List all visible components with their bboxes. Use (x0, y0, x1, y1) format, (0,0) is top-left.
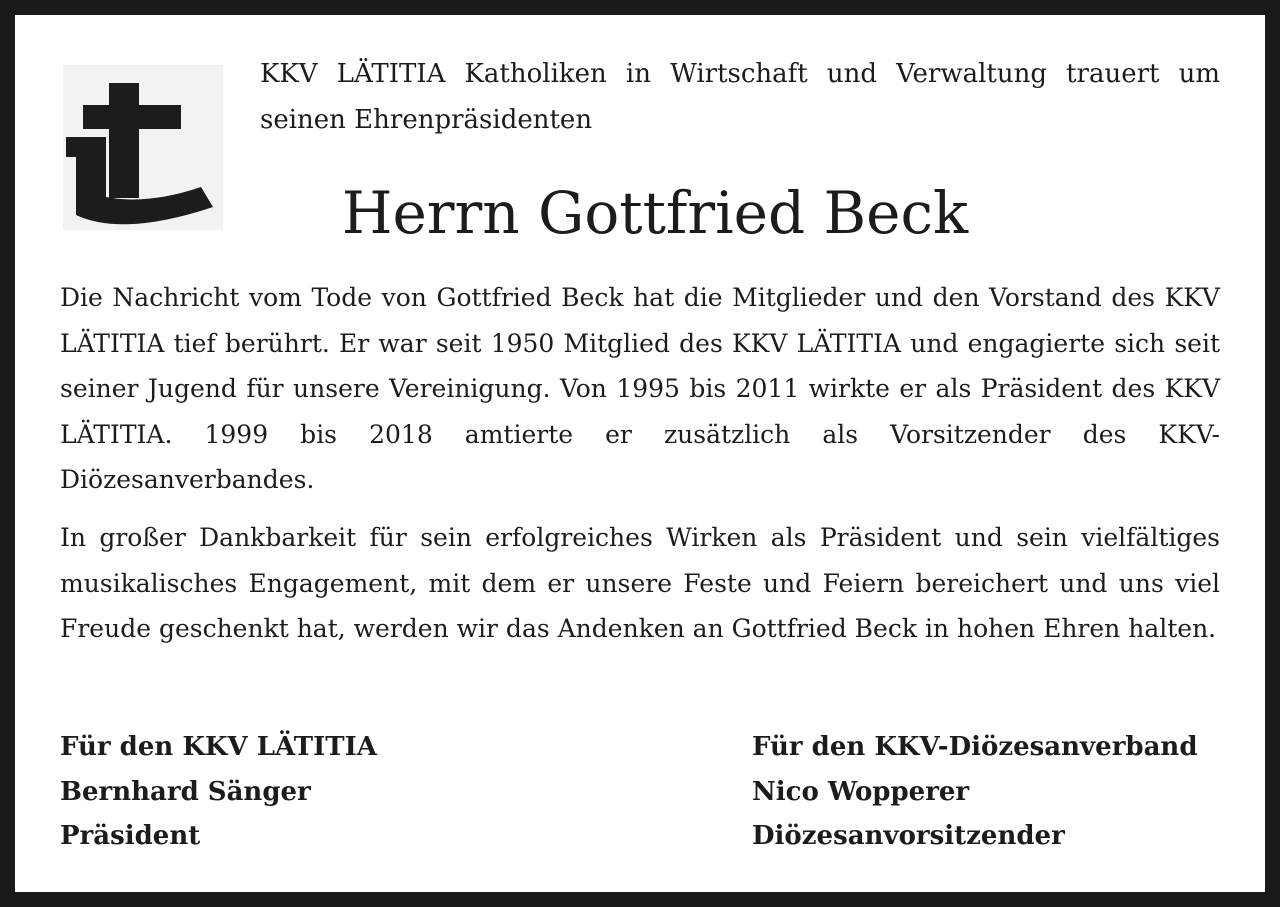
paragraph-gratitude: In großer Dankbarkeit für sein erfolgreiches Wirken als Präsident und sein vielfältiges musikalisches Engagement, mit dem er unsere Feste und Feiern bereichert und uns viel Freude geschenkt hat, werden wir das Andenken an Gottfried Beck in hohen Ehren halten. (60, 523, 1220, 643)
deceased-name (15, 175, 1265, 251)
deceased-name-text: Herrn Gottfried Beck (341, 179, 969, 247)
signature-org: Für den KKV-Diözesanverband (752, 732, 1198, 762)
signature-org: Für den KKV LÄTITIA (60, 732, 377, 762)
signature-role: Diözesanvorsitzender (752, 821, 1065, 851)
signature-person: Bernhard Sänger (60, 776, 311, 807)
paragraph-tribute: Die Nachricht vom Tode von Gottfried Beck hat die Mitglieder und den Vorstand des KKV LÄTITIA tief berührt. Er war seit 1950 Mitglied des KKV LÄTITIA und engagierte sich seit seiner Jugend für unsere Vereinigung. Von 1995 bis 2011 wirkte er als Präsident des KKV LÄTITIA. 1999 bis 2018 amtierte er zusätzlich als Vorsitzender des KKV-Diözesanverbandes. (60, 283, 1220, 494)
intro-text: KKV LÄTITIA Katholiken in Wirtschaft und Verwaltung trauert um seinen Ehrenpräsidenten (260, 59, 1220, 135)
signature-block-left (60, 725, 377, 859)
signature-block-right (752, 725, 1198, 859)
signature-role: Präsident (60, 821, 201, 851)
signature-person: Nico Wopperer (752, 776, 970, 807)
obituary-notice (15, 15, 1265, 892)
